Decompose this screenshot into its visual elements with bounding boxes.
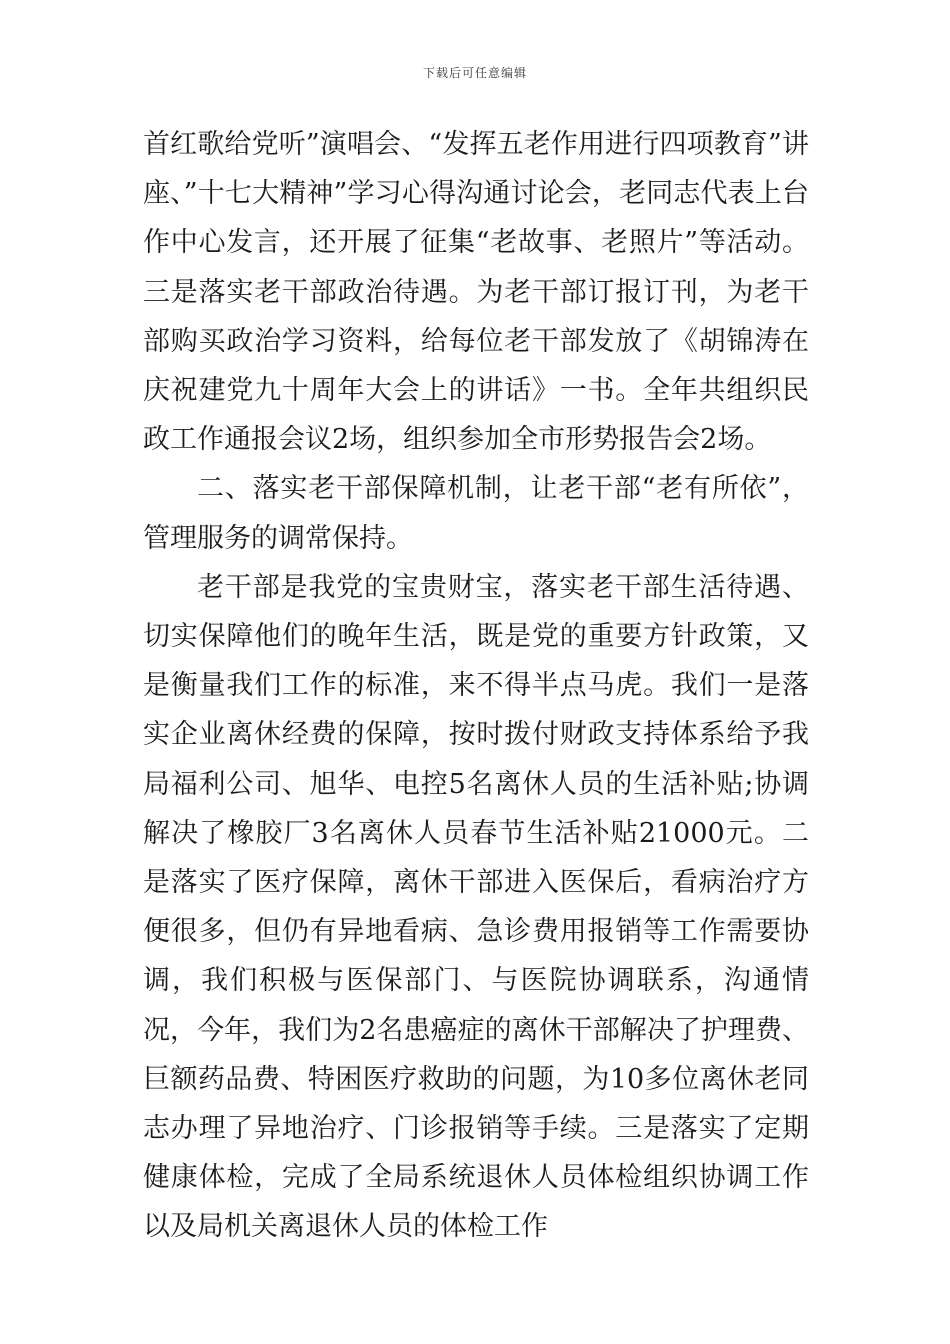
paragraph-living-guarantee: 老干部是我党的宝贵财宝，落实老干部生活待遇、切实保障他们的晚年生活，既是党的重要方针政策，又是衡量我们工作的标准，来不得半点马虎。我们一是落实企业离休经费的保障，按时拨付财政支持体系给予我局福利公司、旭华、电控5名离休人员的生活补贴;协调解决了橡胶厂3名离休人员春节生活补贴21000元。二是落实了医疗保障，离休干部进入医保后，看病治疗方便很多，但仍有异地看病、急诊费用报销等工作需要协调，我们积极与医保部门、与医院协调联系，沟通情况，今年，我们为2名患癌症的离休干部解决了护理费、巨额药品费、特困医疗救助的问题，为10多位离休老同志办理了异地治疗、门诊报销等手续。三是落实了定期健康体检，完成了全局系统退休人员体检组织协调工作以及局机关离退休人员的体检工作 (143, 571, 809, 1243)
paragraph-political-activities: 首红歌给党听”演唱会、“发挥五老作用进行四项教育”讲座、”十七大精神”学习心得沟通讨论会，老同志代表上台作中心发言，还开展了征集“老故事、老照片”等活动。三是落实老干部政治待遇。为老干部订报订刊，为老干部购买政治学习资料，给每位老干部发放了《胡锦涛在庆祝建党九十周年大会上的讲话》一书。全年共组织民政工作通报会议2场，组织参加全市形势报告会2场。 (143, 129, 809, 456)
page-header-note: 下载后可任意编辑 (422, 66, 527, 80)
section-heading-guarantee-mechanism: 二、落实老干部保障机制，让老干部“老有所依”，管理服务的调常保持。 (143, 473, 809, 554)
document-body (143, 120, 809, 1252)
